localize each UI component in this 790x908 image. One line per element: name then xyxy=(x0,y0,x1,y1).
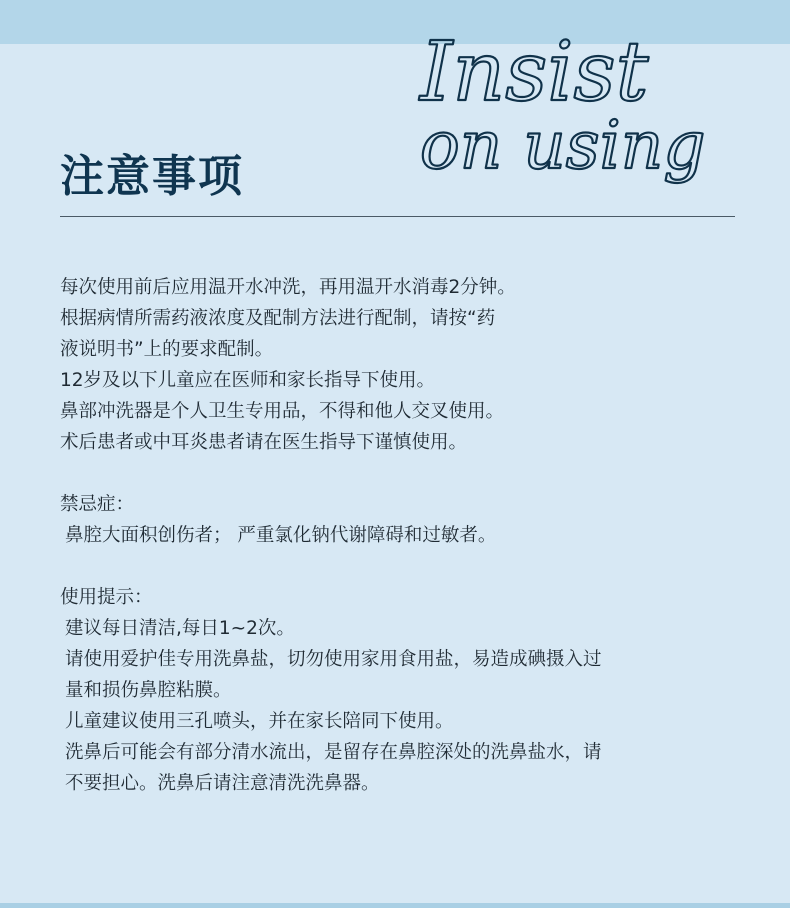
tip-line: 建议每日清洁,每日1~2次。 xyxy=(65,618,295,639)
tip-line: 请使用爱护佳专用洗鼻盐，切勿使用家用食用盐，易造成碘摄入过 xyxy=(65,649,602,670)
title-divider xyxy=(60,216,735,217)
script-line-2: on using xyxy=(420,107,706,184)
tip-line: 儿童建议使用三孔喷头，并在家长陪同下使用。 xyxy=(65,711,454,732)
tip-line: 不要担心。洗鼻后请注意清洗洗鼻器。 xyxy=(65,773,380,794)
note-line: 鼻部冲洗器是个人卫生专用品，不得和他人交叉使用。 xyxy=(60,401,505,422)
page-title: 注意事项 xyxy=(60,151,244,202)
insist-on-using-script xyxy=(400,0,780,200)
tip-line: 量和损伤鼻腔粘膜。 xyxy=(65,680,232,701)
tips-heading: 使用提示： xyxy=(60,587,153,608)
bottom-band xyxy=(0,903,790,908)
contraindications-heading: 禁忌症： xyxy=(60,494,135,515)
note-line: 根据病情所需药液浓度及配制方法进行配制，请按“药 xyxy=(60,308,496,329)
tip-line: 洗鼻后可能会有部分清水流出，是留存在鼻腔深处的洗鼻盐水，请 xyxy=(65,742,602,763)
contraindication-line: 鼻腔大面积创伤者； 严重氯化钠代谢障碍和过敏者。 xyxy=(65,525,497,546)
content-body xyxy=(60,272,760,799)
note-line: 每次使用前后应用温开水冲洗，再用温开水消毒2分钟。 xyxy=(60,277,516,298)
note-line: 液说明书”上的要求配制。 xyxy=(60,339,274,360)
note-line: 12岁及以下儿童应在医师和家长指导下使用。 xyxy=(60,370,436,391)
script-line-1: Insist xyxy=(420,25,649,120)
note-line: 术后患者或中耳炎患者请在医生指导下谨慎使用。 xyxy=(60,432,468,453)
